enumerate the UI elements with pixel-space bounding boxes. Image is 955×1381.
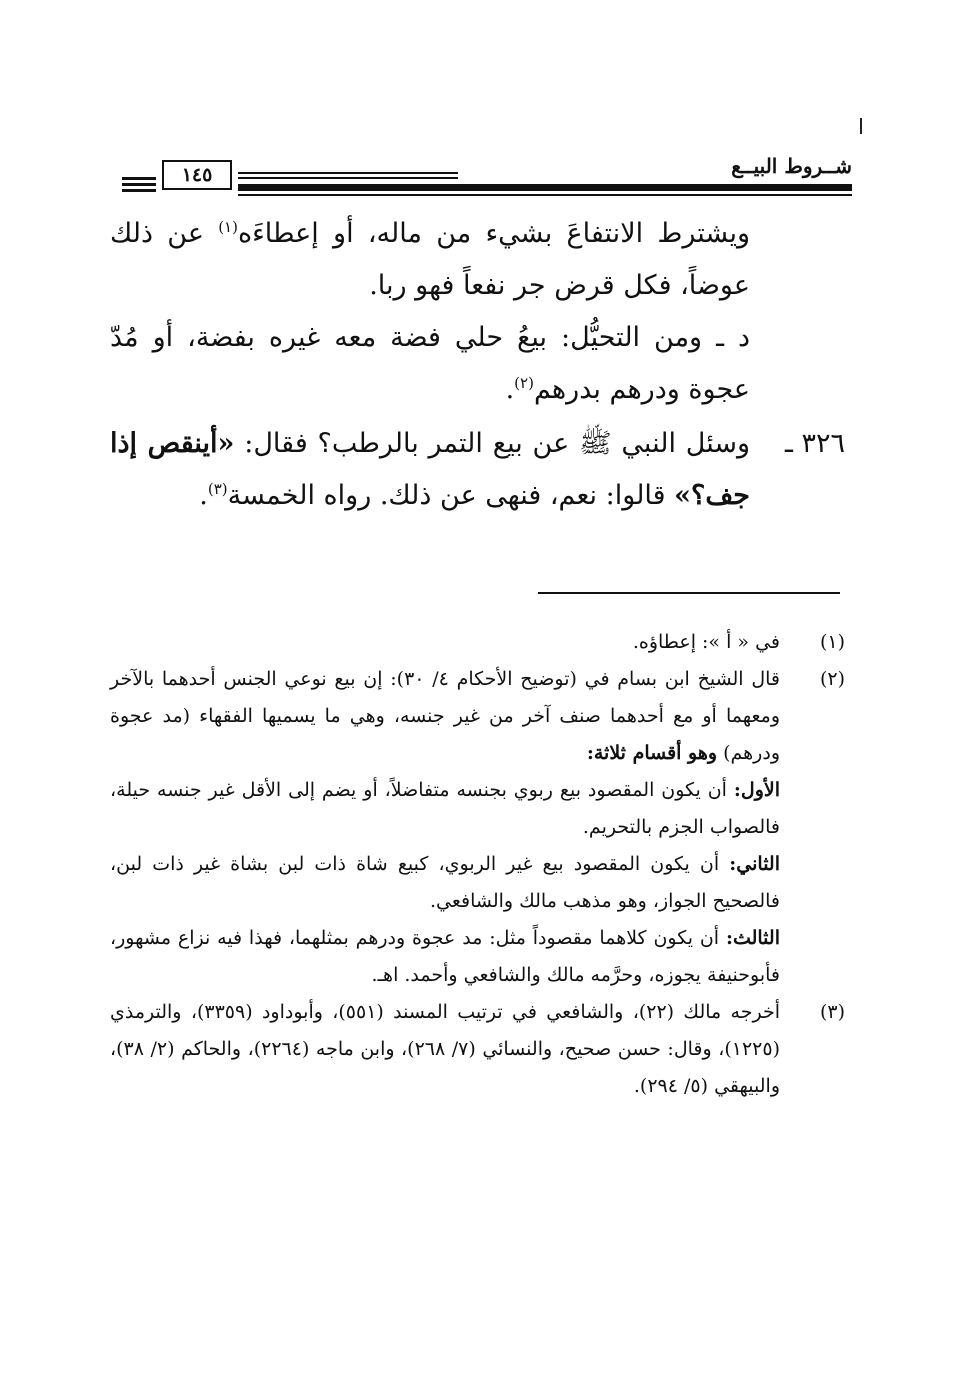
section-label: الثالث:	[725, 927, 780, 949]
footnote-text	[110, 920, 780, 994]
text-span: أن يكون المقصود بيع غير الربوي، كبيع شاة ذات لبن بشاة غير ذات لبن، فالصحيح الجواز، وهو مذهب مالك والشافعي.	[110, 853, 780, 912]
text-span: أن يكون كلاهما مقصوداً مثل: مد عجوة ودرهم بمثلهما، فهذا فيه نزاع مشهور، فأبوحنيفة يجوزه، وحرَّمه مالك والشافعي وأحمد. اهـ.	[110, 927, 780, 986]
section-label: الثاني:	[729, 853, 780, 875]
footnote-1	[110, 624, 845, 661]
footnote-marker: (١)	[819, 631, 845, 653]
footnotes	[110, 624, 845, 1105]
text-span: وهو أقسام ثلاثة:	[586, 742, 718, 764]
footnote-separator	[538, 592, 840, 594]
header-ornament	[122, 183, 156, 186]
footnote-text	[110, 772, 780, 846]
footnote-2	[110, 661, 845, 994]
section-label: الأول:	[733, 779, 780, 801]
footnote-ref: (٢)	[514, 374, 534, 392]
header-ornament	[122, 177, 156, 180]
footnote-marker: (٣)	[819, 1001, 845, 1023]
text-span: أن يكون المقصود بيع ربوي بجنسه متفاضلاً، أو يضم إلى الأقل غير جنسه حيلة، فالصواب الجزم بالتحريم.	[110, 779, 780, 838]
text-span: وسئل النبي ﷺ عن بيع التمر بالرطب؟ فقال:	[234, 428, 750, 459]
header-rule-mid	[238, 177, 458, 179]
footnote-text	[110, 846, 780, 920]
footnote-ref: (٣)	[207, 480, 228, 498]
text-span: عن ذلك عوضاً، فكل قرض جر نفعاً فهو ربا.	[110, 218, 750, 301]
margin-mark	[860, 118, 862, 134]
text-span: .	[505, 374, 515, 405]
footnote-text: أخرجه مالك (٢٢)، والشافعي في ترتيب المسند (٥٥١)، وأبوداود (٣٣٥٩)، والترمذي (١٢٢٥)، وقال: حسن صحيح، والنسائي (٧/ ٢٦٨)، وابن ماجه (٢٢٦٤)، والحاكم (٢/ ٣٨)، والبيهقي (٥/ ٢٩٤).	[110, 1001, 780, 1097]
text-span: قالوا: نعم، فنهى عن ذلك. رواه الخمسة	[227, 480, 675, 511]
text-span: د ـ ومن التحيُّل: بيعُ حلي فضة معه غيره بفضة، أو مُدّ عجوة ودرهم بدرهم	[110, 322, 750, 405]
footnote-ref: (١)	[218, 218, 238, 236]
page-header	[112, 150, 852, 202]
header-rule-mid	[238, 172, 458, 174]
prophetic-quote: «أينقص إذا جف؟»	[110, 428, 750, 511]
page-number: ١٤٥	[162, 160, 232, 190]
text-span: .	[199, 480, 208, 511]
main-text	[110, 208, 750, 416]
paragraph	[110, 208, 750, 312]
footnote-text	[110, 661, 780, 772]
header-ornament	[122, 189, 156, 192]
hadith-number: ٣٢٦ ـ	[784, 428, 845, 459]
text-span: ويشترط الانتفاعَ بشيء من ماله، أو إعطاءَه	[237, 218, 750, 249]
hadith-text	[110, 418, 750, 522]
header-rule-thin	[238, 194, 852, 196]
footnote-marker: (٢)	[819, 668, 845, 690]
paragraph	[110, 312, 750, 416]
footnote-text: في « أ »: إعطاؤه.	[632, 631, 780, 653]
footnote-3	[110, 994, 845, 1105]
header-rule-thick	[238, 184, 852, 191]
chapter-title: شــروط البيــع	[731, 154, 852, 178]
text-span: قال الشيخ ابن بسام في (توضيح الأحكام ٤/ ٣٠): إن بيع نوعي الجنس أحدهما بالآخر ومعهما أو مع أحدهما صنف آخر من غير جنسه، وهي ما يسميها الفقهاء (مد عجوة ودرهم)	[110, 668, 780, 764]
hadith-entry	[110, 418, 845, 522]
